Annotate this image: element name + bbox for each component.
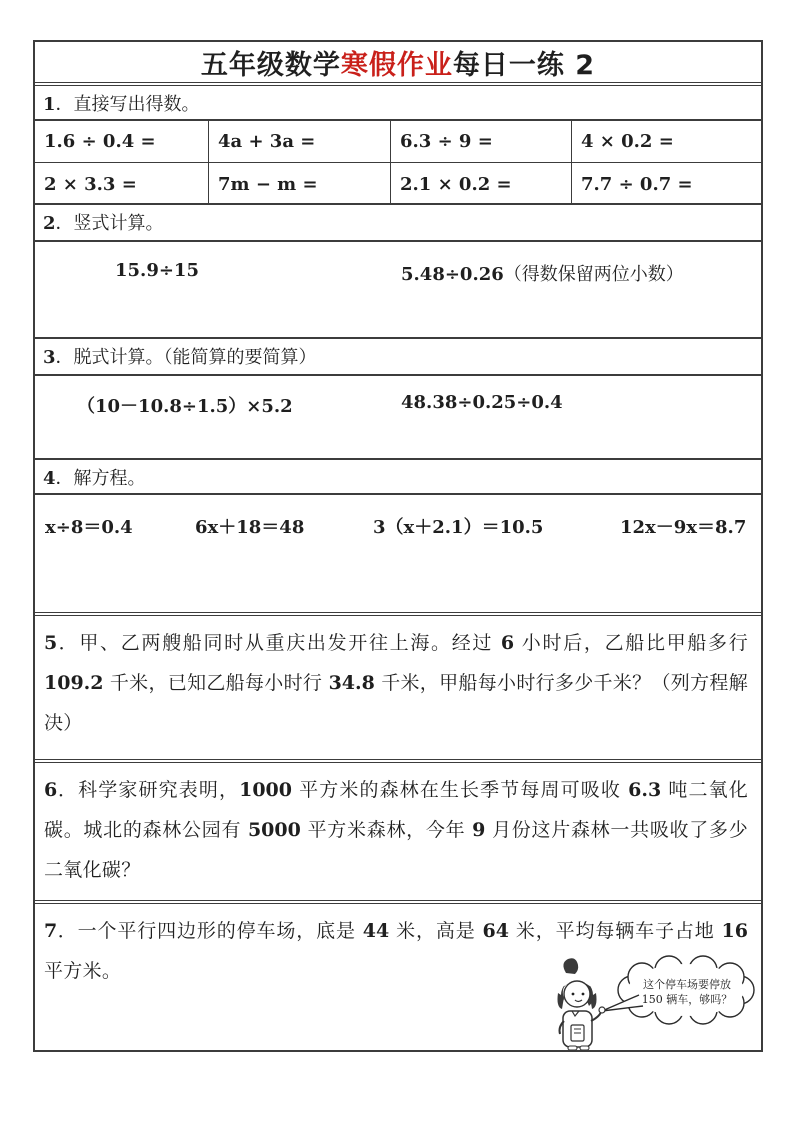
section-4-header: 4．解方程。 xyxy=(35,458,761,493)
equation-workspace xyxy=(35,493,761,612)
equation-2: 6x＋18＝48 xyxy=(195,517,305,538)
problem-expression: 5.48÷0.26 xyxy=(401,264,504,285)
vertical-calc-problem-right xyxy=(401,260,684,286)
problem-note: （得数保留两位小数） xyxy=(503,264,684,285)
page-title xyxy=(201,43,595,82)
worksheet-title-row xyxy=(35,42,761,82)
section-3-header: 3．脱式计算。（能简算的要简算） xyxy=(35,337,761,374)
section-2-header: 2．竖式计算。 xyxy=(35,203,761,240)
word-problem-7-text: 7．一个平行四边形的停车场，底是 44 米，高是 64 米，平均每辆车子占地 16 平方米。 xyxy=(44,920,748,982)
equation-1: x÷8＝0.4 xyxy=(45,517,133,538)
grid-cell: 2.1 × 0.2 = xyxy=(391,163,572,205)
grid-cell: 2 × 3.3 = xyxy=(35,163,209,205)
vertical-calc-problem-left: 15.9÷15 xyxy=(115,260,199,281)
vertical-calculation-workspace xyxy=(35,240,761,337)
word-problem-6 xyxy=(35,759,761,900)
worksheet-page xyxy=(33,40,763,1052)
title-left: 五年级数学 xyxy=(200,49,341,81)
section-1-header: 1．直接写出得数。 xyxy=(35,82,761,119)
word-problem-7 xyxy=(35,900,761,1054)
grid-cell: 1.6 ÷ 0.4 = xyxy=(35,121,209,163)
equation-3: 3（x＋2.1）＝10.5 xyxy=(373,517,544,538)
word-problem-6-text: 6．科学家研究表明，1000 平方米的森林在生长季节每周可吸收 6.3 吨二氧化碳。城北的森林公园有 5000 平方米森林，今年 9 月份这片森林一共吸收了多少二氧化碳？ xyxy=(44,779,749,881)
oral-calculation-grid xyxy=(35,119,761,203)
word-problem-5 xyxy=(35,612,761,759)
word-problem-5-text: 5．甲、乙两艘船同时从重庆出发开往上海。经过 6 小时后，乙船比甲船多行 109.2 千米，已知乙船每小时行 34.8 千米，甲船每小时行多少千米？（列方程解决） xyxy=(44,632,749,734)
grid-cell: 4a + 3a = xyxy=(209,121,391,163)
title-right: 每日一练 2 xyxy=(452,49,596,81)
girl-figure xyxy=(558,958,606,1050)
speech-bubble-text-line1: 这个停车场要停放 xyxy=(643,978,731,991)
grid-cell: 7.7 ÷ 0.7 = xyxy=(581,173,693,195)
grid-cell: 7m − m = xyxy=(209,163,391,205)
step-calc-problem-right: 48.38÷0.25÷0.4 xyxy=(401,392,563,413)
grid-cell: 4 × 0.2 = xyxy=(572,121,761,163)
cartoon-girl-and-speech-bubble xyxy=(544,953,759,1053)
title-red-highlight: 寒假作业 xyxy=(340,49,453,81)
step-calc-problem-left: （10－10.8÷1.5）×5.2 xyxy=(77,396,293,417)
cartoon-illustration xyxy=(544,953,759,1053)
step-calculation-workspace xyxy=(35,374,761,458)
equation-4: 12x－9x＝8.7 xyxy=(620,517,747,538)
grid-cell: 6.3 ÷ 9 = xyxy=(391,121,572,163)
speech-bubble-text-line2: 150 辆车，够吗？ xyxy=(641,993,733,1006)
